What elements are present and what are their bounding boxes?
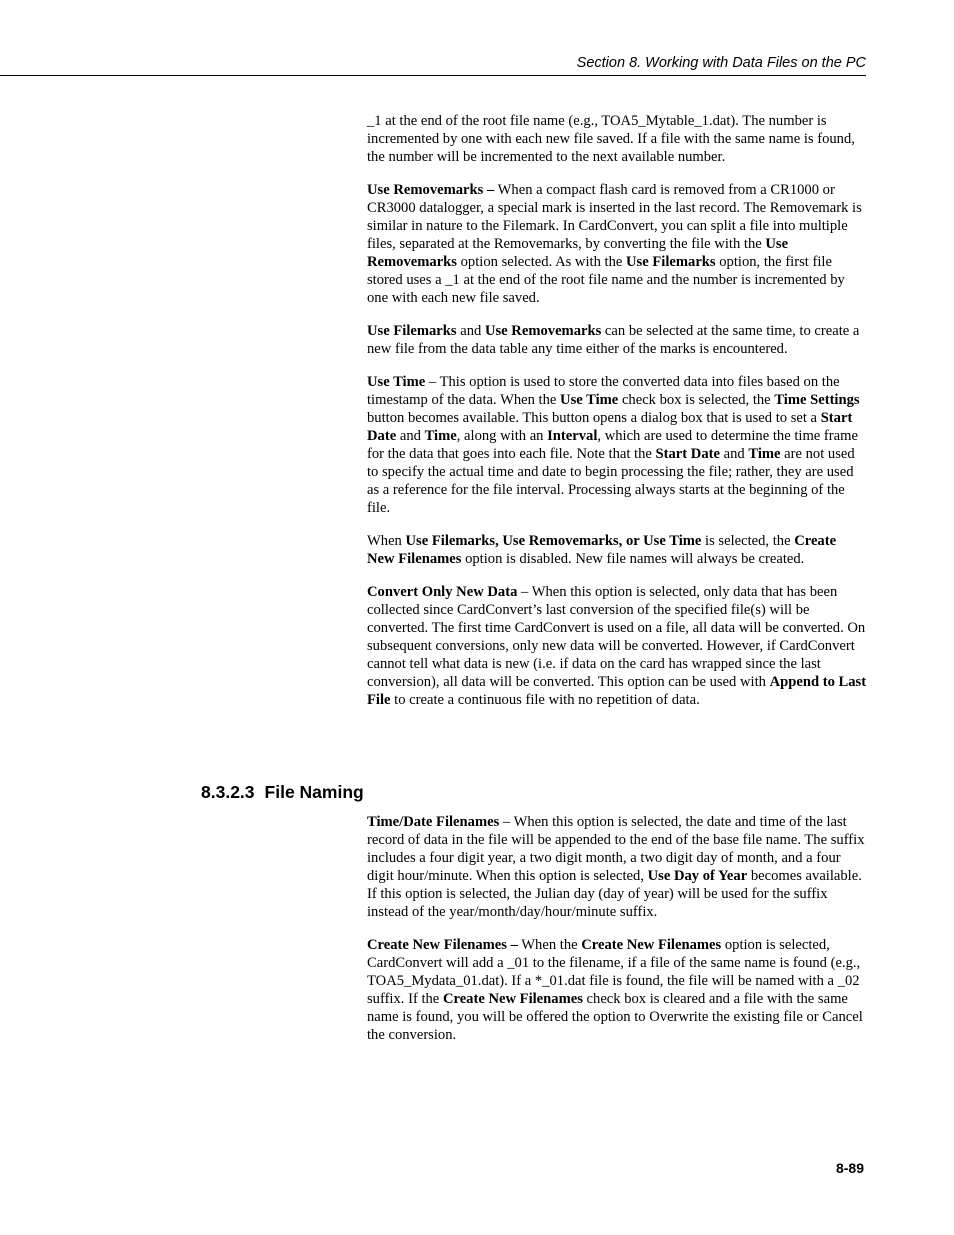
text-run: – When this option is selected, only data that has been collected since CardConvert’s last conversion of the specified file(s) will be converted. The first time CardConvert is used on a file, all data will be converted. On subsequent conversions, only new data will be converted. However, if CardConvert cannot tell what data is new (i.e. if data on the card has wrapped since the last conversion), all data will be converted. This option can be used with xyxy=(367,584,866,690)
paragraph xyxy=(367,532,867,568)
running-header: Section 8. Working with Data Files on the PC xyxy=(576,55,866,71)
paragraph xyxy=(367,112,867,166)
text-run: button becomes available. This button opens a dialog box that is used to set a xyxy=(367,410,821,426)
paragraph xyxy=(367,322,867,358)
text-run: option, the first file stored uses a _1 at the end of the root file name and the number is incremented by one with each new file saved. xyxy=(367,254,845,306)
text-run: _1 at the end of the root file name (e.g., TOA5_Mytable_1.dat). The number is incremented by one with each new file saved. If a file with the same name is found, the number will be incremented to the next available number. xyxy=(367,113,855,165)
text-run: option is selected, CardConvert will add a _01 to the filename, if a file of the same name is found (e.g., TOA5_Mydata_01.dat). If a *_01.dat file is found, the file will be named with a _02 suffix. If the xyxy=(367,937,861,1007)
paragraph xyxy=(367,181,867,307)
text-run: are not used to specify the actual time and date to begin processing the file; rather, they are used as a reference for the file interval. Processing always starts at the beginning of the file. xyxy=(367,446,855,516)
bold-term: Time xyxy=(424,428,457,444)
bold-term: Time/Date Filenames xyxy=(367,814,500,830)
bold-term: Use Day of Year xyxy=(647,868,748,884)
paragraph xyxy=(367,583,867,709)
bold-term: Start Date xyxy=(367,410,853,444)
text-run: check box is cleared and a file with the same name is found, you will be offered the option to Overwrite the existing file or Cancel the conversion. xyxy=(367,991,863,1043)
text-run: – When this option is selected, the date and time of the last record of data in the file will be appended to the end of the base file name. The suffix includes a four digit year, a two digit month, a two digit day of month, and a four digit hour/minute. When this option is selected, xyxy=(367,814,865,884)
text-run: and xyxy=(719,446,749,462)
bold-term: Create New Filenames xyxy=(442,991,583,1007)
text-run: option is disabled. New file names will always be created. xyxy=(461,551,805,567)
bold-term: Use Removemarks xyxy=(367,236,789,270)
bold-term: Use Filemarks xyxy=(367,323,457,339)
bold-term: Time xyxy=(748,446,781,462)
bold-term: Use Removemarks – xyxy=(367,182,495,198)
text-run: When the xyxy=(517,937,582,953)
text-run: is selected, the xyxy=(701,533,795,549)
section-title: File Naming xyxy=(264,782,364,802)
text-run: becomes available. If this option is selected, the Julian day (day of year) will be used for the suffix instead of the year/month/day/hour/minute suffix. xyxy=(367,868,862,920)
section-heading xyxy=(201,782,364,803)
text-run: and xyxy=(396,428,425,444)
text-run: , which are used to determine the time frame for the data that goes into each file. Note that the xyxy=(367,428,858,462)
paragraph xyxy=(367,936,867,1044)
text-run: to create a continuous file with no repetition of data. xyxy=(390,692,700,708)
header-rule xyxy=(0,75,866,76)
bold-term: Use Time xyxy=(560,392,619,408)
bold-term: Append to Last File xyxy=(367,674,867,708)
bold-term: Time Settings xyxy=(774,392,860,408)
bold-term: Use Filemarks, Use Removemarks, or Use Time xyxy=(405,533,702,549)
text-run: and xyxy=(456,323,485,339)
text-run: , along with an xyxy=(456,428,548,444)
paragraph xyxy=(367,373,867,517)
text-run: – This option is used to store the converted data into files based on the timestamp of the data. When the xyxy=(367,374,840,408)
bold-term: Use Time xyxy=(367,374,426,390)
bold-term: Convert Only New Data xyxy=(367,584,518,600)
bold-term: Start Date xyxy=(655,446,720,462)
bold-term: Interval xyxy=(547,428,598,444)
bold-term: Use Filemarks xyxy=(626,254,716,270)
body-text-bottom xyxy=(367,813,867,1059)
text-run: option selected. As with the xyxy=(456,254,627,270)
paragraph xyxy=(367,813,867,921)
text-run: When xyxy=(367,533,406,549)
page-number: 8-89 xyxy=(835,1160,864,1176)
text-run: check box is selected, the xyxy=(618,392,775,408)
bold-term: Create New Filenames xyxy=(581,937,722,953)
bold-term: Use Removemarks xyxy=(484,323,602,339)
section-number: 8.3.2.3 xyxy=(201,782,255,802)
bold-term: Create New Filenames – xyxy=(367,937,518,953)
text-run: can be selected at the same time, to create a new file from the data table any time either of the marks is encountered. xyxy=(367,323,860,357)
body-text-top xyxy=(367,112,867,724)
text-run: When a compact flash card is removed from a CR1000 or CR3000 datalogger, a special mark is inserted in the last record. The Removemark is similar in nature to the Filemark. In CardConvert, you can split a file into multiple files, separated at the Removemarks, by converting the file with the xyxy=(367,182,862,252)
bold-term: Create New Filenames xyxy=(367,533,837,567)
